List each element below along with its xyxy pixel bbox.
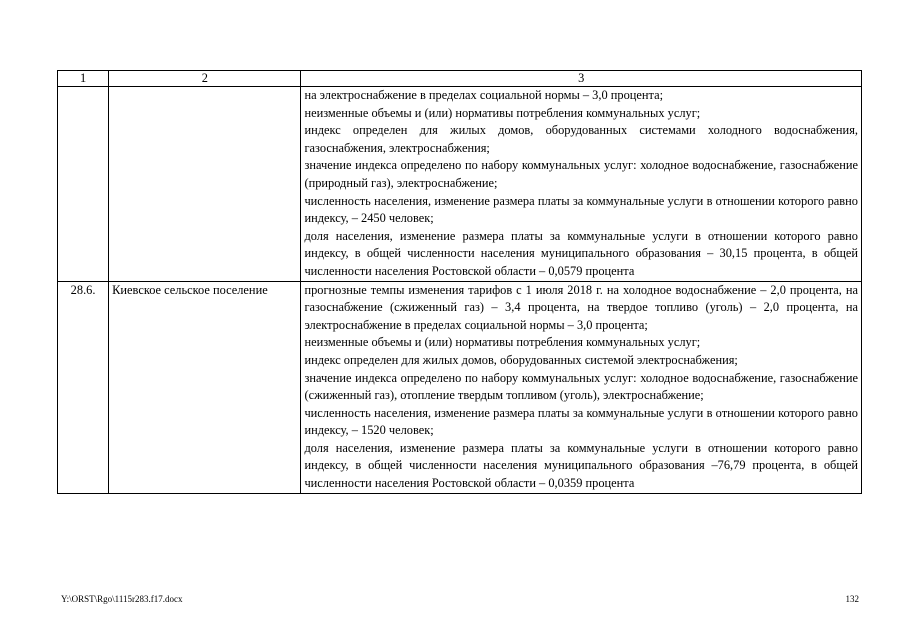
table-header-row <box>58 71 862 87</box>
header-cell-1: 1 <box>58 71 109 87</box>
description-cell <box>301 281 862 493</box>
paragraph: прогнозные темпы изменения тарифов с 1 июля 2018 г. на холодное водоснабжение – 2,0 процента, на газоснабжение (сжиженный газ) – 3,4 процента, на твердое топливо (уголь) – 2,0 процента, на электроснабжение в пределах социальной нормы – 3,0 процента; <box>304 282 858 332</box>
paragraph: на электроснабжение в пределах социальной нормы – 3,0 процента; <box>304 88 664 102</box>
row-number-cell: 28.6. <box>58 281 109 493</box>
document-table <box>57 70 862 494</box>
table-row <box>58 281 862 493</box>
header-cell-2: 2 <box>109 71 301 87</box>
footer-file-path: Y:\ORST\Rgo\1115r283.f17.docx <box>61 594 183 604</box>
paragraph: доля населения, изменение размера платы за коммунальные услуги в отношении которого равно индексу, в общей численности населения муниципального образования –76,79 процента, в общей численности населения Ростовской области – 0,0359 процента <box>304 440 858 491</box>
paragraph: численность населения, изменение размера платы за коммунальные услуги в отношении которого равно индексу, – 2450 человек; <box>304 193 858 226</box>
paragraph: доля населения, изменение размера платы за коммунальные услуги в отношении которого равно индексу, в общей численности населения муниципального образования – 30,15 процента, в общей численности населения Ростовской области – 0,0579 процента <box>304 228 858 278</box>
description-cell <box>301 87 862 282</box>
row-number-cell <box>58 87 109 282</box>
paragraph: неизменные объемы и (или) нормативы потребления коммунальных услуг; <box>304 105 701 120</box>
settlement-name-cell <box>109 87 301 282</box>
paragraph: неизменные объемы и (или) нормативы потребления коммунальных услуг; <box>304 335 701 350</box>
page-number: 132 <box>845 594 859 604</box>
table-row <box>58 87 862 282</box>
header-cell-3: 3 <box>301 71 862 87</box>
paragraph: индекс определен для жилых домов, оборудованных системой электроснабжения; <box>304 352 738 367</box>
paragraph: индекс определен для жилых домов, оборудованных системами холодного водоснабжения, газоснабжения, электроснабжения; <box>304 123 858 155</box>
settlement-name-cell: Киевское сельское поселение <box>109 281 301 493</box>
paragraph: значение индекса определено по набору коммунальных услуг: холодное водоснабжение, газоснабжение (сжиженный газ), отопление твердым топливом (уголь), электроснабжение; <box>304 370 858 403</box>
paragraph: численность населения, изменение размера платы за коммунальные услуги в отношении которого равно индексу, – 1520 человек; <box>304 405 858 438</box>
paragraph: значение индекса определено по набору коммунальных услуг: холодное водоснабжение, газоснабжение (природный газ), электроснабжение; <box>304 158 858 190</box>
